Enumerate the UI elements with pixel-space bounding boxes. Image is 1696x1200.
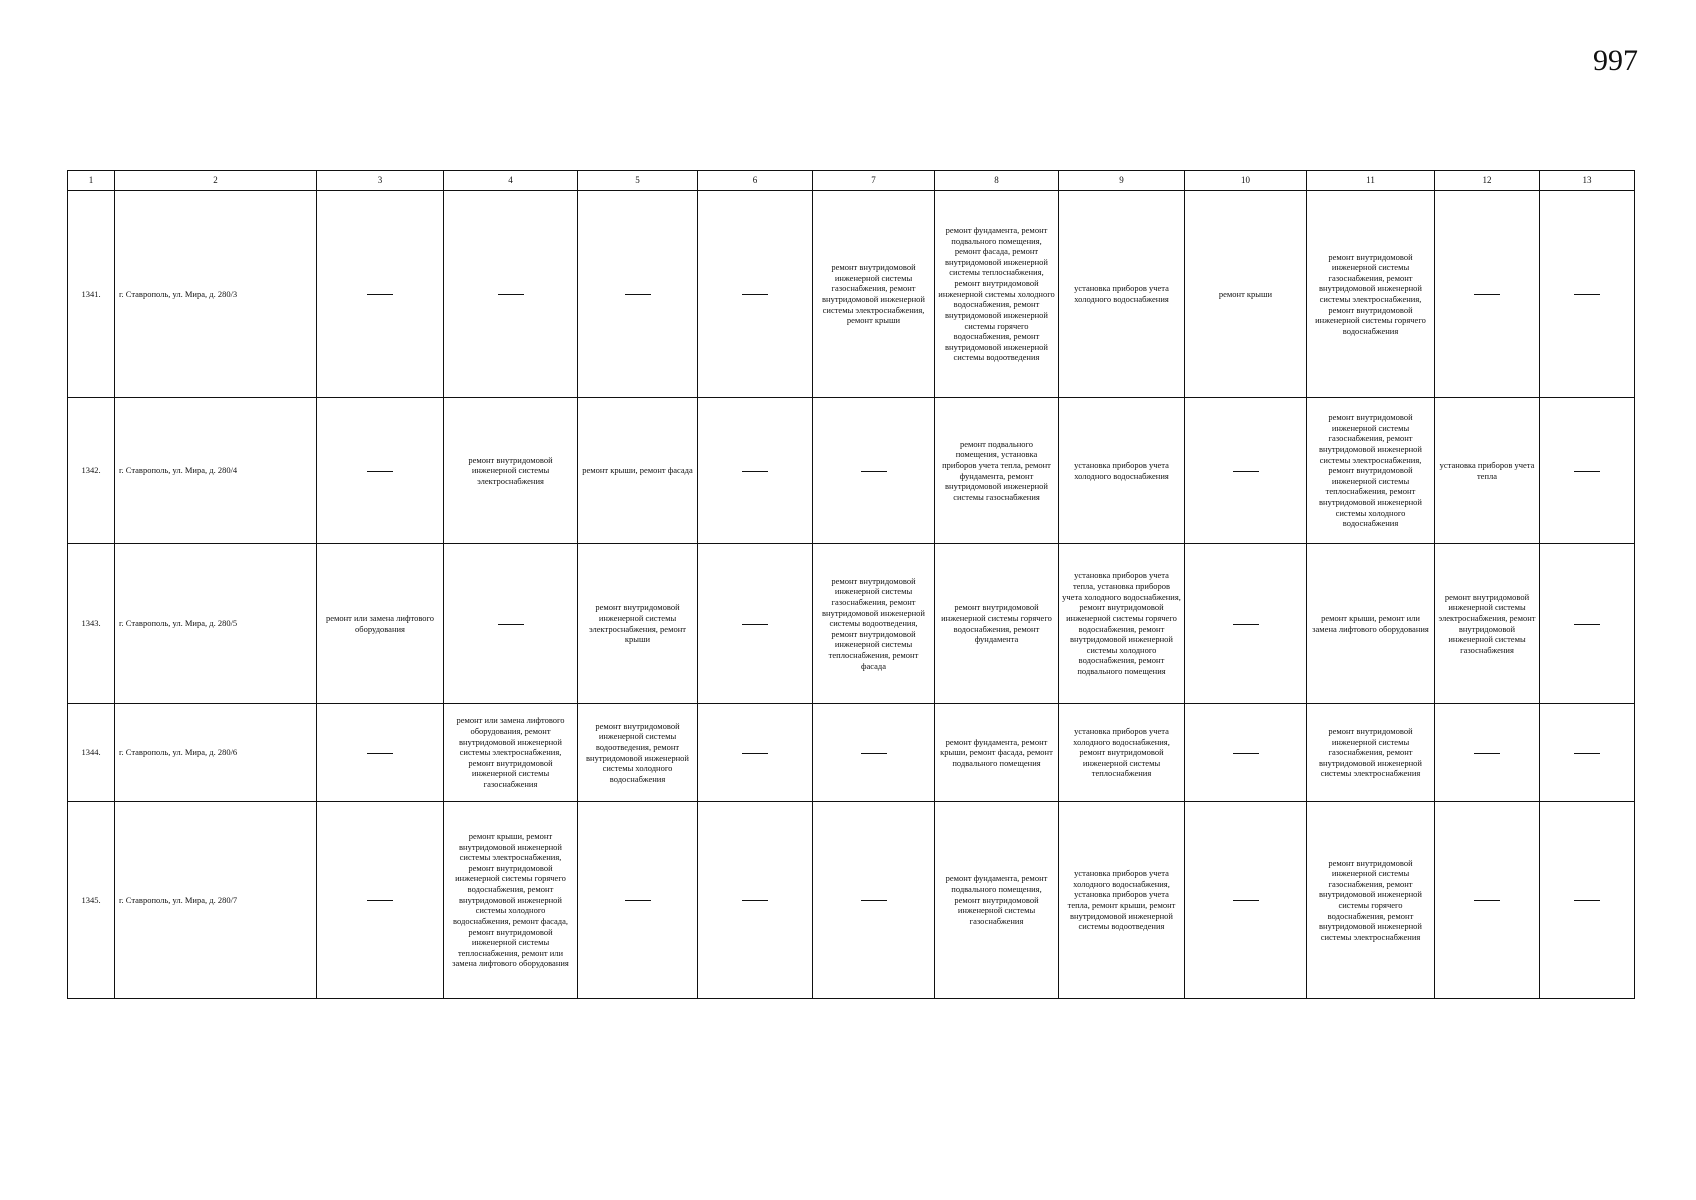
work-type-cell-5: ремонт крыши, ремонт фасада [578,398,698,544]
work-type-cell-3 [317,802,444,999]
work-type-cell-11: ремонт крыши, ремонт или замена лифтового оборудования [1307,544,1435,704]
table-row [68,704,1635,802]
empty-dash [1574,900,1600,901]
work-type-cell-5 [578,802,698,999]
column-number: 4 [444,171,578,191]
column-number: 13 [1540,171,1635,191]
work-type-cell-13 [1540,802,1635,999]
empty-dash [861,471,887,472]
work-type-cell-13 [1540,704,1635,802]
column-number: 12 [1435,171,1540,191]
work-type-cell-4: ремонт внутридомовой инженерной системы электроснабжения [444,398,578,544]
empty-dash [367,294,393,295]
work-type-cell-5: ремонт внутридомовой инженерной системы водоотведения, ремонт внутридомовой инженерной системы холодного водоснабжения [578,704,698,802]
row-number-cell: 1344. [68,704,115,802]
table-row [68,544,1635,704]
work-type-cell-8: ремонт фундамента, ремонт подвального помещения, ремонт внутридомовой инженерной системы газоснабжения [935,802,1059,999]
work-type-cell-7 [813,802,935,999]
column-number: 11 [1307,171,1435,191]
work-type-cell-9: установка приборов учета холодного водоснабжения, установка приборов учета тепла, ремонт крыши, ремонт внутридомовой инженерной системы водоотведения [1059,802,1185,999]
capital-repair-table [67,170,1635,999]
work-type-cell-11: ремонт внутридомовой инженерной системы газоснабжения, ремонт внутридомовой инженерной системы электроснабжения, ремонт внутридомовой инженерной системы горячего водоснабжения [1307,191,1435,398]
empty-dash [742,753,768,754]
work-type-cell-9: установка приборов учета холодного водоснабжения [1059,398,1185,544]
work-type-cell-3: ремонт или замена лифтового оборудования [317,544,444,704]
work-type-cell-4 [444,191,578,398]
work-type-cell-13 [1540,544,1635,704]
empty-dash [498,294,524,295]
column-number: 5 [578,171,698,191]
work-type-cell-6 [698,191,813,398]
column-number: 10 [1185,171,1307,191]
empty-dash [1474,294,1500,295]
work-type-cell-10 [1185,704,1307,802]
empty-dash [861,900,887,901]
address-cell: г. Ставрополь, ул. Мира, д. 280/6 [115,704,317,802]
column-number: 6 [698,171,813,191]
work-type-cell-13 [1540,398,1635,544]
work-type-cell-12 [1435,802,1540,999]
work-type-cell-11: ремонт внутридомовой инженерной системы газоснабжения, ремонт внутридомовой инженерной системы электроснабжения, ремонт внутридомовой инженерной системы теплоснабжения, ремонт внутридомовой инженерной системы холодного водоснабжения [1307,398,1435,544]
empty-dash [1574,624,1600,625]
column-number: 1 [68,171,115,191]
column-number: 3 [317,171,444,191]
empty-dash [742,900,768,901]
column-number: 8 [935,171,1059,191]
work-type-cell-3 [317,398,444,544]
address-cell: г. Ставрополь, ул. Мира, д. 280/5 [115,544,317,704]
work-type-cell-12: установка приборов учета тепла [1435,398,1540,544]
empty-dash [1574,294,1600,295]
table-row [68,802,1635,999]
column-number: 2 [115,171,317,191]
empty-dash [1233,624,1259,625]
work-type-cell-8: ремонт подвального помещения, установка приборов учета тепла, ремонт фундамента, ремонт внутридомовой инженерной системы газоснабжения [935,398,1059,544]
work-type-cell-7 [813,704,935,802]
address-cell: г. Ставрополь, ул. Мира, д. 280/4 [115,398,317,544]
work-type-cell-7: ремонт внутридомовой инженерной системы газоснабжения, ремонт внутридомовой инженерной системы электроснабжения, ремонт крыши [813,191,935,398]
empty-dash [1474,753,1500,754]
empty-dash [1474,900,1500,901]
empty-dash [367,471,393,472]
work-type-cell-11: ремонт внутридомовой инженерной системы газоснабжения, ремонт внутридомовой инженерной системы горячего водоснабжения, ремонт внутридомовой инженерной системы электроснабжения [1307,802,1435,999]
column-number: 7 [813,171,935,191]
empty-dash [1233,471,1259,472]
work-type-cell-6 [698,802,813,999]
work-type-cell-13 [1540,191,1635,398]
empty-dash [625,294,651,295]
empty-dash [367,900,393,901]
work-type-cell-8: ремонт внутридомовой инженерной системы горячего водоснабжения, ремонт фундамента [935,544,1059,704]
row-number-cell: 1342. [68,398,115,544]
work-type-cell-8: ремонт фундамента, ремонт подвального помещения, ремонт фасада, ремонт внутридомовой инженерной системы теплоснабжения, ремонт внутридомовой инженерной системы холодного водоснабжения, ремонт внутридомовой инженерной системы горячего водоснабжения, ремонт внутридомовой инженерной системы водоотведения [935,191,1059,398]
work-type-cell-5: ремонт внутридомовой инженерной системы электроснабжения, ремонт крыши [578,544,698,704]
table-row [68,191,1635,398]
empty-dash [861,753,887,754]
address-cell: г. Ставрополь, ул. Мира, д. 280/7 [115,802,317,999]
work-type-cell-3 [317,191,444,398]
work-type-cell-6 [698,704,813,802]
empty-dash [1233,753,1259,754]
work-type-cell-9: установка приборов учета холодного водоснабжения [1059,191,1185,398]
empty-dash [625,900,651,901]
work-type-cell-4: ремонт или замена лифтового оборудования, ремонт внутридомовой инженерной системы электроснабжения, ремонт внутридомовой инженерной системы газоснабжения [444,704,578,802]
work-type-cell-7 [813,398,935,544]
work-type-cell-4 [444,544,578,704]
work-type-cell-6 [698,398,813,544]
work-type-cell-8: ремонт фундамента, ремонт крыши, ремонт фасада, ремонт подвального помещения [935,704,1059,802]
work-type-cell-10 [1185,544,1307,704]
work-type-cell-10 [1185,802,1307,999]
work-type-cell-9: установка приборов учета холодного водоснабжения, ремонт внутридомовой инженерной системы теплоснабжения [1059,704,1185,802]
work-type-cell-3 [317,704,444,802]
empty-dash [1574,471,1600,472]
empty-dash [742,624,768,625]
row-number-cell: 1341. [68,191,115,398]
work-type-cell-12 [1435,704,1540,802]
work-type-cell-4: ремонт крыши, ремонт внутридомовой инженерной системы электроснабжения, ремонт внутридомовой инженерной системы горячего водоснабжения, ремонт внутридомовой инженерной системы холодного водоснабжения, ремонт фасада, ремонт внутридомовой инженерной системы теплоснабжения, ремонт или замена лифтового оборудования [444,802,578,999]
work-type-cell-10: ремонт крыши [1185,191,1307,398]
page-number: 997 [1593,44,1638,77]
work-type-cell-12 [1435,191,1540,398]
address-cell: г. Ставрополь, ул. Мира, д. 280/3 [115,191,317,398]
empty-dash [742,471,768,472]
work-type-cell-6 [698,544,813,704]
empty-dash [498,624,524,625]
work-type-cell-9: установка приборов учета тепла, установка приборов учета холодного водоснабжения, ремонт внутридомовой инженерной системы горячего водоснабжения, ремонт внутридомовой инженерной системы холодного водоснабжения, ремонт подвального помещения [1059,544,1185,704]
column-number-row [68,171,1635,191]
table-row [68,398,1635,544]
work-type-cell-7: ремонт внутридомовой инженерной системы газоснабжения, ремонт внутридомовой инженерной системы водоотведения, ремонт внутридомовой инженерной системы теплоснабжения, ремонт фасада [813,544,935,704]
column-number: 9 [1059,171,1185,191]
work-type-cell-10 [1185,398,1307,544]
empty-dash [742,294,768,295]
empty-dash [1574,753,1600,754]
work-type-cell-11: ремонт внутридомовой инженерной системы газоснабжения, ремонт внутридомовой инженерной системы электроснабжения [1307,704,1435,802]
empty-dash [1233,900,1259,901]
row-number-cell: 1343. [68,544,115,704]
empty-dash [367,753,393,754]
work-type-cell-12: ремонт внутридомовой инженерной системы электроснабжения, ремонт внутридомовой инженерной системы газоснабжения [1435,544,1540,704]
table-body [68,171,1635,999]
row-number-cell: 1345. [68,802,115,999]
work-type-cell-5 [578,191,698,398]
